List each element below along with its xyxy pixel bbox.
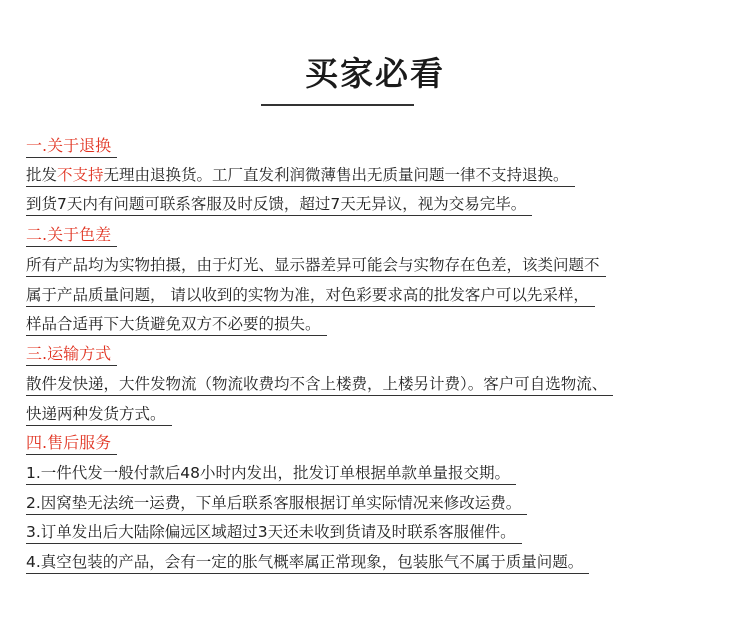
returns-line-1 bbox=[26, 164, 575, 187]
shipping-line-2: 快递两种发货方式。 bbox=[26, 403, 172, 426]
returns-line-2: 到货7天内有问题可联系客服及时反馈，超过7天无异议，视为交易完毕。 bbox=[26, 193, 532, 216]
after-sales-line-4: 4.真空包装的产品，会有一定的胀气概率属正常现象，包装胀气不属于质量问题。 bbox=[26, 551, 589, 574]
color-line-3: 样品合适再下大货避免双方不必要的损失。 bbox=[26, 313, 327, 336]
color-line-2: 属于产品质量问题， 请以收到的实物为准，对色彩要求高的批发客户可以先采样， bbox=[26, 284, 595, 307]
section-heading-after-sales: 四.售后服务 bbox=[26, 432, 117, 455]
after-sales-line-3: 3.订单发出后大陆除偏远区域超过3天还未收到货请及时联系客服催件。 bbox=[26, 521, 522, 544]
page-title: 买家必看 bbox=[305, 54, 445, 93]
section-heading-color-difference: 二.关于色差 bbox=[26, 224, 117, 247]
color-line-1: 所有产品均为实物拍摄，由于灯光、显示器差异可能会与实物存在色差，该类问题不 bbox=[26, 254, 606, 277]
section-heading-returns: 一.关于退换 bbox=[26, 135, 117, 158]
returns-line-1-post: 无理由退换货。工厂直发利润微薄售出无质量问题一律不支持退换。 bbox=[103, 166, 569, 184]
not-supported-highlight: 不支持 bbox=[57, 166, 104, 184]
title-underline bbox=[261, 104, 414, 106]
shipping-line-1: 散件发快递，大件发物流（物流收费均不含上楼费，上楼另计费）。客户可自选物流、 bbox=[26, 373, 613, 396]
after-sales-line-2: 2.因窝垫无法统一运费，下单后联系客服根据订单实际情况来修改运费。 bbox=[26, 492, 527, 515]
section-heading-shipping: 三.运输方式 bbox=[26, 343, 117, 366]
after-sales-line-1: 1.一件代发一般付款后48小时内发出，批发订单根据单款单量报交期。 bbox=[26, 462, 516, 485]
returns-line-1-pre: 批发 bbox=[26, 166, 58, 184]
